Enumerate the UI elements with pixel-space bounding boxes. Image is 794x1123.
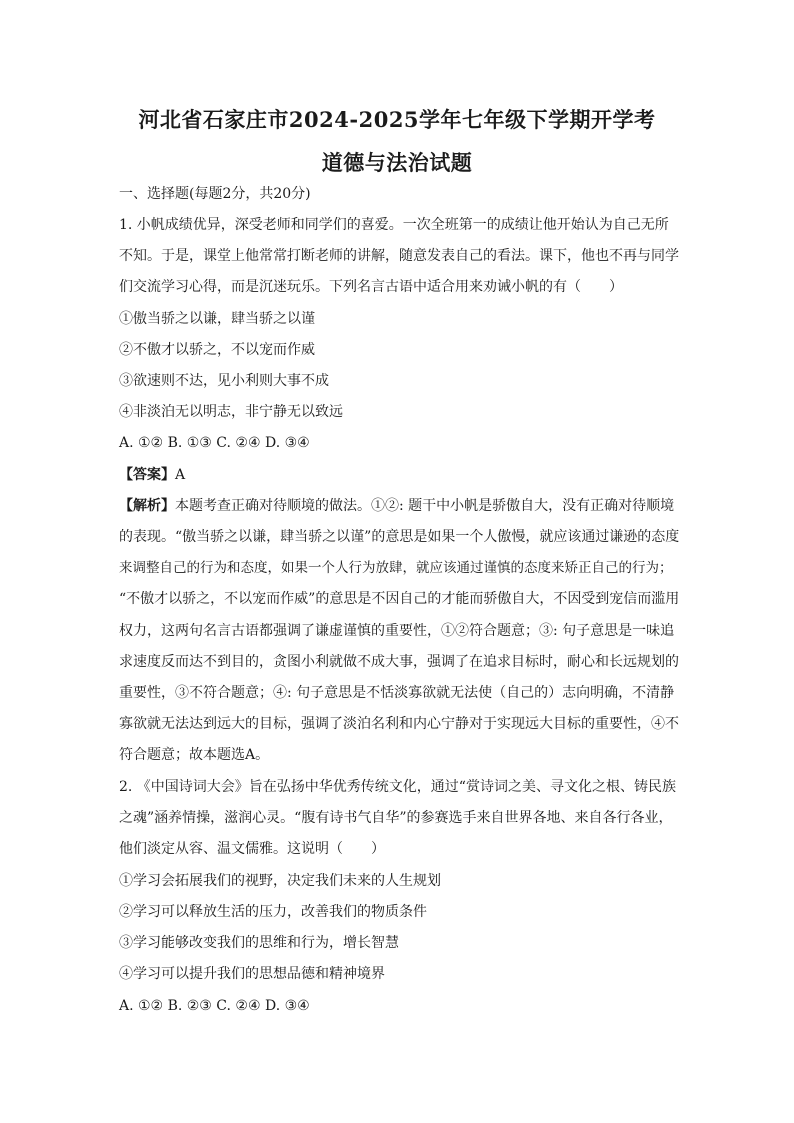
q1-analysis-line: “不傲才以骄之，不以宠而作威”的意思是不因自己的才能而骄傲自大，不因受到宠信而滥用	[119, 591, 680, 607]
q2-choices: A. ①② B. ②③ C. ②④ D. ③④	[119, 998, 310, 1014]
q1-stem-line: 1. 小帆成绩优异，深受老师和同学们的喜爱。一次全班第一的成绩让他开始认为自己无所	[119, 217, 669, 233]
q1-analysis-line: 符合题意；故本题选A。	[119, 747, 270, 763]
q1-analysis-line: 权力，这两句名言古语都强调了谦虚谨慎的重要性，①②符合题意；③: 句子意思是一味追	[119, 623, 675, 639]
q2-stem-line: 之魂”涵养情操，滋润心灵。“腹有诗书气自华”的参赛选手来自世界各地、来自各行各业，	[119, 810, 673, 826]
q2-stem-line: 2. 《中国诗词大会》旨在弘扬中华优秀传统文化，通过“赏诗词之美、寻文化之根、铸民族	[119, 779, 676, 795]
document-subtitle: 道德与法治试题	[321, 150, 473, 175]
q1-analysis-line: 寡欲就无法达到远大的目标，强调了淡泊名利和内心宁静对于实现远大目标的重要性，④不	[119, 716, 679, 732]
answer-label: 【答案】	[119, 467, 175, 483]
q1-option: ②不傲才以骄之，不以宠而作威	[119, 342, 315, 358]
answer-value: A	[175, 467, 186, 483]
q1-analysis-line: 重要性，③不符合题意；④: 句子意思是不恬淡寡欲就无法使（自己的）志向明确，不清静	[119, 685, 675, 701]
q1-analysis-line: 的表现。“傲当骄之以谦，肆当骄之以谨”的意思是如果一个人傲慢，就应该通过谦逊的态度	[119, 529, 680, 545]
q2-option: ④学习可以提升我们的思想品德和精神境界	[119, 966, 385, 982]
q1-stem-line: 们交流学习心得，而是沉迷玩乐。下列名言古语中适合用来劝诫小帆的有（ ）	[119, 279, 623, 295]
q1-option: ④非淡泊无以明志，非宁静无以致远	[119, 404, 343, 420]
q2-option: ③学习能够改变我们的思维和行为，增长智慧	[119, 935, 399, 951]
q1-analysis-line: 来调整自己的行为和态度，如果一个人行为放肆，就应该通过谨慎的态度来矫正自己的行为；	[119, 560, 673, 576]
q2-option: ①学习会拓展我们的视野，决定我们未来的人生规划	[119, 873, 441, 889]
q1-option: ③欲速则不达，见小利则大事不成	[119, 373, 329, 389]
document-title: 河北省石家庄市2024-2025学年七年级下学期开学考	[138, 107, 656, 132]
q2-stem-line: 他们淡定从容、温文儒雅。这说明（ ）	[119, 841, 385, 857]
q1-option: ①傲当骄之以谦，肆当骄之以谨	[119, 311, 315, 327]
analysis-text: 本题考查正确对待顺境的做法。①②: 题干中小帆是骄傲自大，没有正确对待顺境	[175, 498, 675, 514]
q1-answer	[119, 465, 677, 485]
analysis-label: 【解析】	[119, 498, 175, 514]
q1-analysis-line	[119, 496, 677, 516]
q1-analysis-line: 求速度反而达不到目的，贪图小利就做不成大事，强调了在追求目标时，耐心和长远规划的	[119, 654, 679, 670]
q1-choices: A. ①② B. ①③ C. ②④ D. ③④	[119, 435, 310, 451]
q1-stem-line: 不知。于是，课堂上他常常打断老师的讲解，随意发表自己的看法。课下，他也不再与同学	[119, 248, 679, 264]
q2-option: ②学习可以释放生活的压力，改善我们的物质条件	[119, 904, 427, 920]
section-heading: 一、选择题(每题2分，共20分)	[119, 186, 311, 202]
